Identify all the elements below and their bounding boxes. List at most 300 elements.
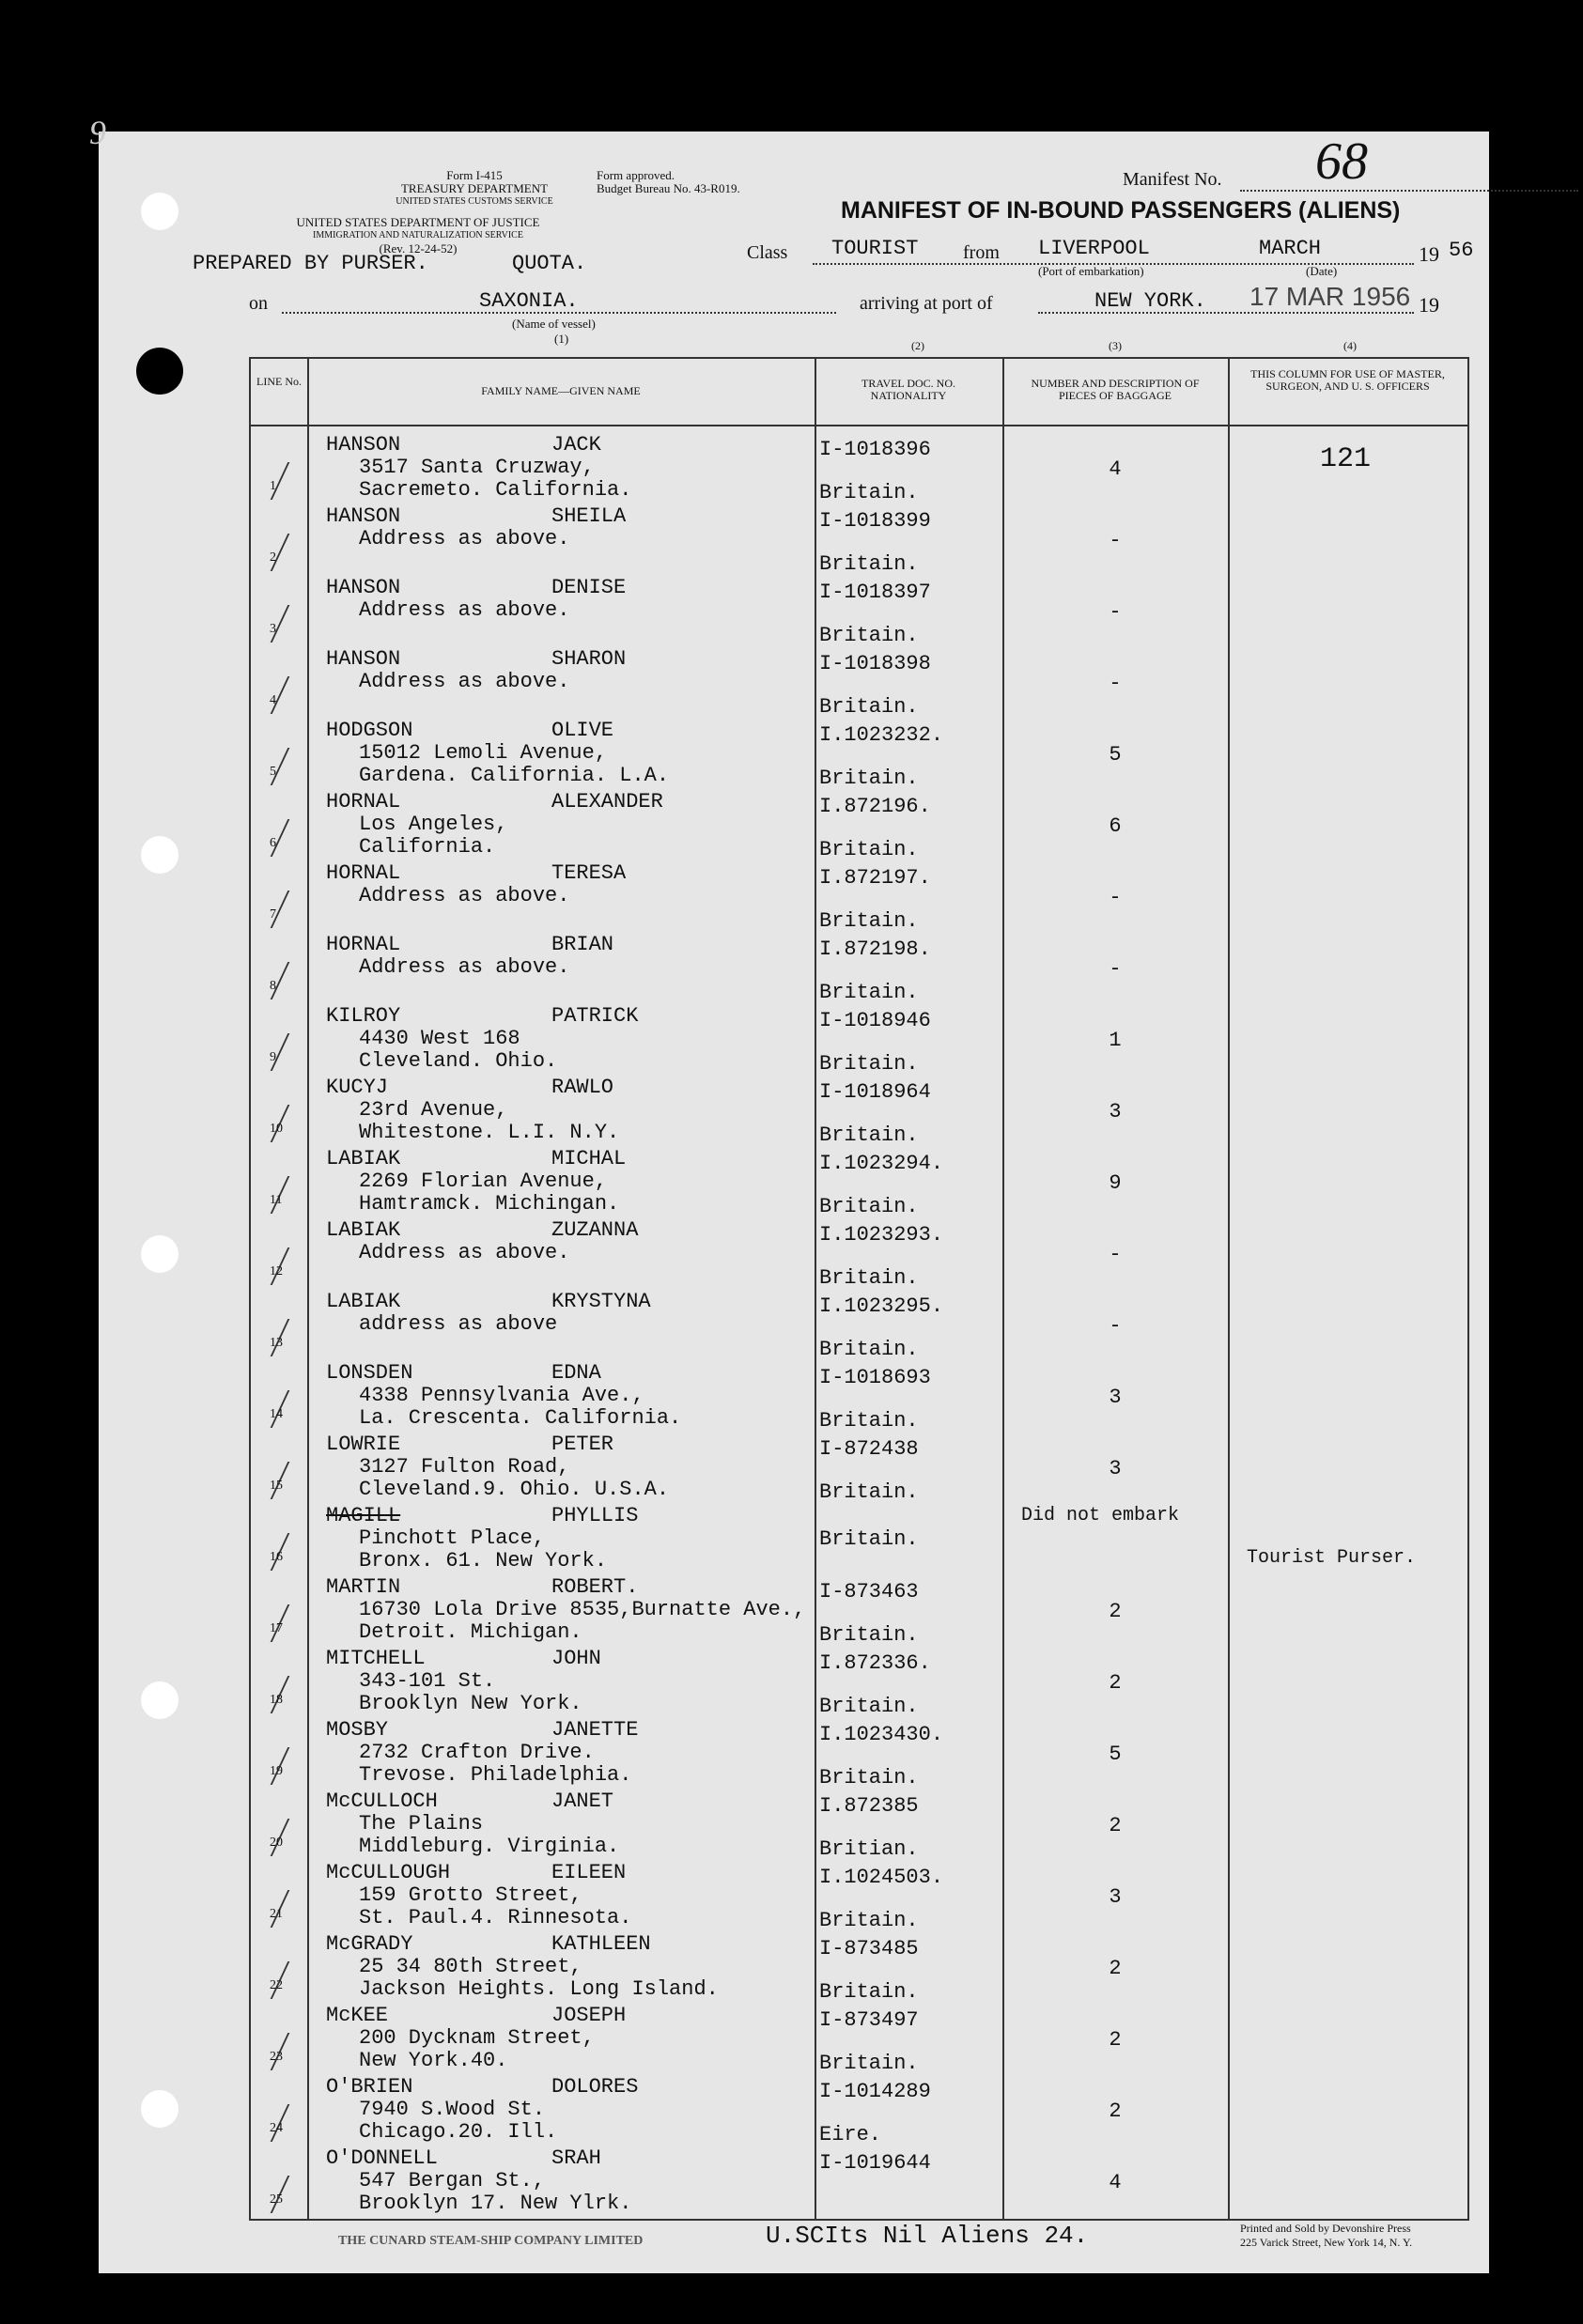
address-line-2: Hamtramck. Michingan. [359, 1192, 620, 1216]
table-row [251, 1077, 1467, 1148]
address-line-2: Middleburg. Virginia. [359, 1835, 620, 1858]
travel-doc-cell [819, 937, 1007, 1005]
travel-doc-cell [819, 1580, 1007, 1648]
table-row [251, 2005, 1467, 2076]
year2-prefix: 19 [1419, 293, 1439, 317]
given-name: RAWLO [551, 1076, 614, 1099]
travel-doc-cell [819, 866, 1007, 934]
family-name: MITCHELL [326, 1647, 426, 1670]
line-number: 15 [270, 1479, 283, 1493]
officer-note: 121 [1319, 443, 1371, 475]
given-name: PATRICK [551, 1004, 639, 1028]
justice-label: UNITED STATES DEPARTMENT OF JUSTICE [296, 215, 540, 229]
address-line-1: 3517 Santa Cruzway, [359, 456, 595, 479]
passenger-cell [326, 1005, 824, 1073]
travel-doc-no: I.1023232. [819, 723, 944, 747]
table-row [251, 1362, 1467, 1433]
budget-label: Budget Bureau No. 43-R019. [597, 181, 740, 195]
baggage-count: - [1109, 672, 1122, 695]
baggage-count: 2 [1109, 2099, 1122, 2123]
check-mark [271, 534, 318, 571]
travel-doc-no: I-1018946 [819, 1009, 931, 1032]
address-line-1: Pinchott Place, [359, 1526, 546, 1550]
passenger-cell [326, 791, 824, 859]
col-1-marker: (1) [554, 332, 569, 346]
family-name: MAGILL [326, 1504, 401, 1527]
table-row [251, 720, 1467, 791]
passenger-name [326, 1148, 824, 1170]
travel-doc-no: I-1018399 [819, 509, 931, 533]
passenger-cell [326, 577, 824, 622]
table-row [251, 1790, 1467, 1862]
vessel-name: SAXONIA. [479, 289, 579, 313]
line-number: 22 [270, 1978, 283, 1992]
travel-doc-cell [819, 1080, 1007, 1148]
given-name: BRIAN [551, 933, 614, 956]
travel-doc-cell [819, 652, 1007, 720]
address-line-2: Trevose. Philadelphia. [359, 1763, 632, 1787]
binder-hole [141, 836, 178, 874]
header-name: FAMILY NAME—GIVEN NAME [481, 384, 641, 397]
travel-doc-cell [819, 2151, 1007, 2194]
nationality: Britian. [819, 1837, 919, 1861]
page-mark: 9 [89, 114, 106, 151]
line-number: 11 [270, 1193, 283, 1207]
given-name: ROBERT. [551, 1575, 639, 1599]
given-name: KATHLEEN [551, 1932, 651, 1956]
passenger-cell [326, 1433, 824, 1501]
rev-label: (Rev. 12-24-52) [379, 241, 458, 256]
given-name: JACK [551, 433, 601, 457]
address-line-2: Chicago.20. Ill. [359, 2120, 558, 2144]
travel-doc-no: I-1018964 [819, 1080, 931, 1104]
nationality: Eire. [819, 2123, 882, 2146]
passenger-cell [326, 1077, 824, 1144]
family-name: HODGSON [326, 719, 413, 742]
baggage-count: 2 [1109, 1671, 1122, 1695]
line-number: 18 [270, 1693, 283, 1707]
passenger-cell [326, 2076, 824, 2144]
address-line-2: Detroit. Michigan. [359, 1620, 582, 1644]
line-number: 3 [270, 622, 276, 636]
address-line-2: New York.40. [359, 2049, 508, 2072]
baggage-count: 3 [1109, 1885, 1122, 1909]
baggage-count: 2 [1109, 2028, 1122, 2052]
treasury-label: TREASURY DEPARTMENT [400, 181, 549, 195]
table-row [251, 1219, 1467, 1291]
travel-doc-no: I.872196. [819, 795, 931, 818]
family-name: LABIAK [326, 1218, 401, 1242]
family-name: O'BRIEN [326, 2075, 413, 2099]
line-number: 25 [270, 2192, 283, 2207]
given-name: SHEILA [551, 504, 627, 528]
address-line-2: Address as above. [359, 670, 570, 693]
given-name: SHARON [551, 647, 627, 671]
baggage-count: 2 [1109, 1957, 1122, 1980]
printer-line-1: Printed and Sold by Devonshire Press [1240, 2222, 1411, 2235]
table-row [251, 1576, 1467, 1648]
given-name: DOLORES [551, 2075, 639, 2099]
given-name: EDNA [551, 1361, 601, 1385]
address-line-1: 3127 Fulton Road, [359, 1455, 570, 1479]
travel-doc-no: I.1023293. [819, 1223, 944, 1247]
travel-doc-no: I.1023430. [819, 1723, 944, 1746]
table-row [251, 648, 1467, 720]
summary-line: U.SCIts Nil Aliens 24. [766, 2222, 1089, 2250]
passenger-name [326, 1005, 824, 1028]
header-officers: THIS COLUMN FOR USE OF MASTER, SURGEON, AND U. S. OFFICERS [1250, 367, 1445, 393]
baggage-count: - [1109, 529, 1122, 552]
address-line-2: Address as above. [359, 955, 570, 979]
passenger-name [326, 1719, 824, 1742]
family-name: O'DONNELL [326, 2146, 438, 2170]
approved-label: Form approved. [597, 168, 675, 182]
baggage-count: - [1109, 600, 1122, 624]
passenger-name [326, 648, 824, 671]
address-line-2: Address as above. [359, 598, 570, 622]
family-name: McKEE [326, 2004, 389, 2027]
family-name: HANSON [326, 647, 401, 671]
passenger-name [326, 1505, 824, 1527]
passenger-cell [326, 1148, 824, 1216]
baggage-count: Did not embark [1021, 1505, 1180, 1526]
nationality: Britain. [819, 981, 919, 1004]
form-identifier [371, 169, 578, 209]
travel-doc-cell [819, 1009, 1007, 1077]
nationality: Britain. [819, 1195, 919, 1218]
check-mark [271, 462, 318, 500]
from-label: from [963, 242, 1000, 263]
address-line-2: Whitestone. L.I. N.Y. [359, 1121, 620, 1144]
passenger-name [326, 434, 824, 457]
nationality: Britain. [819, 1527, 919, 1551]
address-line-2: address as above [359, 1312, 558, 1336]
check-mark [271, 605, 318, 643]
nationality: Britain. [819, 1695, 919, 1718]
nationality: Britain. [819, 1766, 919, 1789]
baggage-count: 3 [1109, 1457, 1122, 1480]
line-number: 14 [270, 1407, 283, 1421]
nationality: Britain. [819, 909, 919, 933]
family-name: HANSON [326, 504, 401, 528]
address-line-1: 7940 S.Wood St. [359, 2098, 546, 2121]
passenger-name [326, 1862, 824, 1884]
nationality: Britain. [819, 1052, 919, 1076]
passenger-cell [326, 862, 824, 907]
address-line-2: California. [359, 835, 496, 859]
family-name: McCULLOCH [326, 1789, 438, 1813]
passenger-name [326, 2005, 824, 2027]
address-line-1: Los Angeles, [359, 813, 508, 836]
check-mark [271, 891, 318, 928]
table-row [251, 791, 1467, 862]
passenger-cell [326, 1648, 824, 1715]
travel-doc-no: I-1014289 [819, 2080, 931, 2103]
given-name: EILEEN [551, 1861, 627, 1884]
line-number: 2 [270, 550, 276, 565]
passenger-name [326, 1219, 824, 1242]
passenger-name [326, 1648, 824, 1670]
line-number: 12 [270, 1264, 283, 1278]
table-row [251, 577, 1467, 648]
travel-doc-cell [819, 1866, 1007, 1933]
baggage-count: - [1109, 886, 1122, 909]
address-line-1: 23rd Avenue, [359, 1098, 508, 1122]
address-line-2: Brooklyn New York. [359, 1692, 582, 1715]
year-value: 56 [1449, 239, 1474, 262]
customs-label: UNITED STATES CUSTOMS SERVICE [396, 196, 553, 207]
line-number: 9 [270, 1050, 276, 1064]
baggage-count: 3 [1109, 1100, 1122, 1123]
nationality: Britain. [819, 1623, 919, 1647]
passenger-cell [326, 1362, 824, 1430]
binder-hole [136, 348, 183, 395]
baggage-count: - [1109, 1314, 1122, 1338]
family-name: LOWRIE [326, 1433, 401, 1456]
manifest-label: Manifest No. [1123, 169, 1222, 190]
check-mark [271, 819, 318, 857]
line-number: 5 [270, 765, 276, 779]
address-line-1: 16730 Lola Drive 8535,Burnatte Ave., [359, 1598, 806, 1621]
col-2-marker: (2) [911, 339, 924, 352]
table-row [251, 934, 1467, 1005]
baggage-count: 9 [1109, 1171, 1122, 1195]
given-name: PETER [551, 1433, 614, 1456]
given-name: JOHN [551, 1647, 601, 1670]
travel-doc-cell [819, 1509, 1007, 1552]
address-line-2: Cleveland.9. Ohio. U.S.A. [359, 1478, 670, 1501]
travel-doc-no: I-873485 [819, 1937, 919, 1960]
passenger-name [326, 791, 824, 813]
address-line-2: Sacremeto. California. [359, 478, 632, 502]
nationality: Britain. [819, 2052, 919, 2075]
address-line-2: St. Paul.4. Rinnesota. [359, 1906, 632, 1929]
line-number: 16 [270, 1550, 283, 1564]
address-line-1: 547 Bergan St., [359, 2169, 546, 2192]
address-line-1: 159 Grotto Street, [359, 1883, 582, 1907]
passenger-name [326, 720, 824, 742]
passenger-cell [326, 934, 824, 979]
baggage-count: 2 [1109, 1600, 1122, 1623]
travel-doc-no: I-1018397 [819, 581, 931, 604]
arrival-port: NEW YORK. [1094, 289, 1206, 313]
baggage-count: 5 [1109, 743, 1122, 767]
travel-doc-no: I-873463 [819, 1580, 919, 1604]
nationality: Britain. [819, 1266, 919, 1290]
table-row [251, 1933, 1467, 2005]
passenger-cell [326, 1719, 824, 1787]
class-label: Class [747, 242, 788, 263]
travel-doc-cell [819, 438, 1007, 505]
given-name: ZUZANNA [551, 1218, 639, 1242]
passenger-name [326, 1790, 824, 1813]
passenger-cell [326, 648, 824, 693]
address-line-2: Address as above. [359, 884, 570, 907]
check-mark [271, 748, 318, 785]
line-number: 17 [270, 1621, 283, 1635]
baggage-count: 5 [1109, 1743, 1122, 1766]
year-prefix: 19 [1419, 242, 1439, 266]
officer-note: Tourist Purser. [1247, 1547, 1417, 1569]
table-row [251, 1433, 1467, 1505]
nationality: Britain. [819, 481, 919, 504]
address-line-2: Brooklyn 17. New Ylrk. [359, 2192, 632, 2215]
line-number: 19 [270, 1764, 283, 1778]
travel-doc-no: I.1023295. [819, 1294, 944, 1318]
address-line-1: 343-101 St. [359, 1669, 496, 1693]
passenger-cell [326, 1576, 824, 1644]
family-name: LONSDEN [326, 1361, 413, 1385]
line-number: 8 [270, 979, 276, 993]
line-number: 13 [270, 1336, 283, 1350]
nationality: Britain. [819, 552, 919, 576]
baggage-count: 3 [1109, 1386, 1122, 1409]
table-row [251, 1719, 1467, 1790]
family-name: McGRADY [326, 1932, 413, 1956]
nationality: Britain. [819, 1480, 919, 1504]
family-name: HORNAL [326, 790, 401, 813]
passenger-name [326, 1077, 824, 1099]
travel-doc-cell [819, 1794, 1007, 1862]
baggage-count: 4 [1109, 457, 1122, 481]
date-stamp: 17 MAR 1956 [1249, 282, 1411, 311]
passenger-name [326, 1362, 824, 1385]
family-name: MOSBY [326, 1718, 389, 1742]
baggage-count: 6 [1109, 814, 1122, 838]
travel-doc-cell [819, 1223, 1007, 1291]
table-row [251, 1291, 1467, 1362]
travel-doc-no: I.1023294. [819, 1152, 944, 1175]
table-row [251, 2147, 1467, 2219]
printer-line-2: 225 Varick Street, New York 14, N. Y. [1240, 2236, 1413, 2249]
passenger-cell [326, 1219, 824, 1264]
given-name: MICHAL [551, 1147, 627, 1170]
given-name: KRYSTYNA [551, 1290, 651, 1313]
passenger-cell [326, 505, 824, 550]
travel-doc-cell [819, 509, 1007, 577]
baggage-count: 2 [1109, 1814, 1122, 1837]
manifest-table [249, 339, 1469, 2221]
travel-doc-cell [819, 2080, 1007, 2147]
binder-hole [141, 1235, 178, 1273]
ins-label: IMMIGRATION AND NATURALIZATION SERVICE [313, 230, 523, 240]
form-number: Form I-415 [446, 168, 503, 182]
travel-doc-cell [819, 795, 1007, 862]
nationality: Britain. [819, 767, 919, 790]
family-name: MARTIN [326, 1575, 401, 1599]
given-name: JANETTE [551, 1718, 639, 1742]
travel-doc-cell [819, 1152, 1007, 1219]
line-number: 20 [270, 1836, 283, 1850]
baggage-count: - [1109, 1243, 1122, 1266]
passenger-cell [326, 1790, 824, 1858]
family-name: HANSON [326, 576, 401, 599]
travel-doc-no: I.872385 [819, 1794, 919, 1818]
on-label: on [249, 293, 268, 314]
passenger-name [326, 934, 824, 956]
family-name: HANSON [326, 433, 401, 457]
passenger-name [326, 1576, 824, 1599]
travel-doc-cell [819, 1651, 1007, 1719]
passenger-cell [326, 720, 824, 787]
passenger-name [326, 2147, 824, 2170]
baggage-count: 4 [1109, 2171, 1122, 2194]
travel-doc-no: I-873497 [819, 2008, 919, 2032]
table-row [251, 2076, 1467, 2147]
travel-doc-cell [819, 1294, 1007, 1362]
given-name: TERESA [551, 861, 627, 885]
check-mark [271, 676, 318, 714]
nationality: Britain. [819, 1980, 919, 2004]
travel-doc-no: I.872197. [819, 866, 931, 890]
header-baggage: NUMBER AND DESCRIPTION OF PIECES OF BAGGAGE [1031, 377, 1200, 402]
given-name: ALEXANDER [551, 790, 663, 813]
address-line-2: Cleveland. Ohio. [359, 1049, 558, 1073]
check-mark [271, 962, 318, 999]
travel-doc-cell [819, 2008, 1007, 2076]
passenger-cell [326, 1291, 824, 1336]
line-number: 1 [270, 479, 276, 493]
given-name: PHYLLIS [551, 1504, 639, 1527]
travel-doc-cell [819, 1366, 1007, 1433]
line-number: 10 [270, 1122, 283, 1136]
col-3-marker: (3) [1109, 339, 1122, 352]
address-line-2: La. Crescenta. California. [359, 1406, 682, 1430]
given-name: OLIVE [551, 719, 614, 742]
passenger-name [326, 1933, 824, 1956]
travel-doc-no: I-1018396 [819, 438, 931, 461]
address-line-1: 200 Dycknam Street, [359, 2026, 595, 2050]
nationality: Britain. [819, 1338, 919, 1361]
baggage-count: 1 [1109, 1029, 1122, 1052]
address-line-1: 25 34 80th Street, [359, 1955, 582, 1978]
table-row [251, 505, 1467, 577]
table-row [251, 1148, 1467, 1219]
travel-doc-no: I.872336. [819, 1651, 931, 1675]
passenger-name [326, 505, 824, 528]
passenger-name [326, 577, 824, 599]
manifest-line [1240, 190, 1578, 192]
travel-doc-no: I.872198. [819, 937, 931, 961]
family-name: KILROY [326, 1004, 401, 1028]
passenger-name [326, 1433, 824, 1456]
approval-block [597, 169, 740, 195]
address-line-1: 4430 West 168 [359, 1027, 520, 1050]
passenger-name [326, 862, 824, 885]
passenger-cell [326, 434, 824, 502]
from-value: LIVERPOOL [1038, 237, 1150, 260]
nationality: Britain. [819, 1909, 919, 1932]
travel-doc-no: I-1018398 [819, 652, 931, 675]
line-number: 6 [270, 836, 276, 850]
address-line-2: Address as above. [359, 527, 570, 550]
passenger-cell [326, 2147, 824, 2215]
vessel-caption: (Name of vessel) [512, 317, 596, 331]
travel-doc-cell [819, 1937, 1007, 2005]
binder-hole [141, 2090, 178, 2128]
address-line-2: Address as above. [359, 1241, 570, 1264]
family-name: McCULLOUGH [326, 1861, 451, 1884]
travel-doc-cell [819, 723, 1007, 791]
passenger-name [326, 2076, 824, 2099]
header-line-no: LINE No. [256, 375, 302, 388]
nationality: Britain. [819, 695, 919, 719]
given-name: JANET [551, 1789, 614, 1813]
travel-doc-no: I-872438 [819, 1437, 919, 1461]
address-line-1: 2269 Florian Avenue, [359, 1170, 608, 1193]
passenger-cell [326, 1862, 824, 1929]
baggage-count: - [1109, 957, 1122, 981]
